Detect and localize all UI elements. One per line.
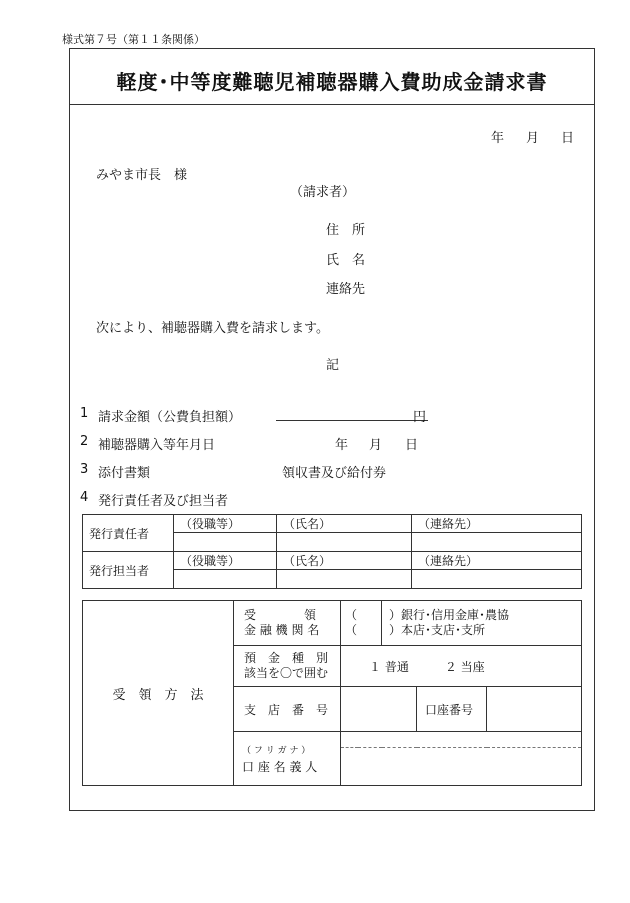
item4-number: 4 — [80, 490, 89, 505]
issuer-staff-name-sub: （氏名） — [277, 552, 412, 570]
account-no-label: 口座番号 — [417, 687, 487, 732]
receipt-method-label: 受 領 方 法 — [83, 601, 234, 786]
bank-label-1: 受 領 — [244, 608, 317, 622]
issuer-staff-contact-sub: （連絡先） — [412, 552, 582, 570]
page-title: 軽度･中等度難聴児補聴器購入費助成金請求書 — [116, 70, 548, 94]
date-month-label: 月 — [526, 131, 540, 146]
bank-name-field[interactable] — [382, 601, 582, 646]
holder-label: 口 座 名 義 人 — [242, 759, 318, 774]
contact-label: 連絡先 — [326, 282, 366, 297]
bank-paren-open: （ — [345, 608, 358, 622]
item3-value: 領収書及び給付券 — [282, 466, 387, 481]
deposit-label-1: 預 金 種 別 — [244, 651, 329, 665]
intro-text: 次により、補聴器購入費を請求します。 — [96, 321, 329, 336]
issuer-table — [82, 514, 582, 589]
holder-label-cell — [234, 732, 341, 786]
issuer-responsible-contact-field[interactable] — [412, 533, 582, 552]
ki-label: 記 — [326, 358, 340, 373]
branch-paren-open: （ — [345, 623, 358, 637]
furigana-field[interactable] — [341, 732, 582, 748]
amount-underline — [276, 420, 428, 421]
date-day-label: 日 — [561, 131, 575, 146]
name-label: 氏 名 — [326, 253, 366, 268]
issuer-responsible-title-sub: （役職等） — [174, 515, 277, 533]
item3-number: 3 — [80, 462, 89, 477]
furigana-label: （ フ リ ガ ナ ） — [242, 745, 311, 756]
item4-label: 発行責任者及び担当者 — [98, 494, 229, 509]
issuer-responsible-contact-sub: （連絡先） — [412, 515, 582, 533]
bank-label-cell — [234, 601, 341, 646]
requester-label: （請求者） — [290, 185, 356, 200]
item1-unit: 円 — [413, 410, 427, 425]
form-number: 様式第７号（第１１条関係） — [62, 33, 205, 46]
address-label: 住 所 — [326, 223, 366, 238]
bank-type: ）銀行･信用金庫･農協 — [389, 608, 510, 622]
item2-year: 年 — [335, 438, 349, 453]
issuer-staff-name-field[interactable] — [277, 570, 412, 589]
title-divider — [69, 104, 595, 105]
issuer-staff-label: 発行担当者 — [83, 552, 174, 589]
date-year-label: 年 — [491, 131, 505, 146]
item2-day: 日 — [405, 438, 419, 453]
item1-label: 請求金額（公費負担額） — [98, 410, 242, 425]
issuer-staff-title-sub: （役職等） — [174, 552, 277, 570]
issuer-responsible-name-field[interactable] — [277, 533, 412, 552]
deposit-label-2: 該当を〇で囲む — [244, 666, 329, 680]
deposit-label-cell — [234, 646, 341, 687]
item1-number: 1 — [80, 406, 89, 421]
branch-no-label: 支 店 番 号 — [234, 687, 341, 732]
branch-type: ）本店･支店･支所 — [389, 623, 486, 637]
issuer-staff-title-field[interactable] — [174, 570, 277, 589]
bank-label-2: 金 融 機 関 名 — [244, 623, 320, 637]
item2-number: 2 — [80, 434, 89, 449]
deposit-options[interactable]: １ 普通 ２ 当座 — [341, 646, 582, 687]
item3-label: 添付書類 — [98, 466, 151, 481]
issuer-responsible-name-sub: （氏名） — [277, 515, 412, 533]
holder-field[interactable] — [341, 748, 582, 786]
addressee: みやま市長 様 — [96, 168, 188, 183]
issuer-responsible-label: 発行責任者 — [83, 515, 174, 552]
receipt-table — [82, 600, 582, 786]
issuer-staff-contact-field[interactable] — [412, 570, 582, 589]
issuer-responsible-title-field[interactable] — [174, 533, 277, 552]
item2-label: 補聴器購入等年月日 — [98, 438, 216, 453]
account-no-field[interactable] — [487, 687, 582, 732]
bank-paren-cell — [341, 601, 382, 646]
item2-month: 月 — [369, 438, 383, 453]
branch-no-field[interactable] — [341, 687, 417, 732]
